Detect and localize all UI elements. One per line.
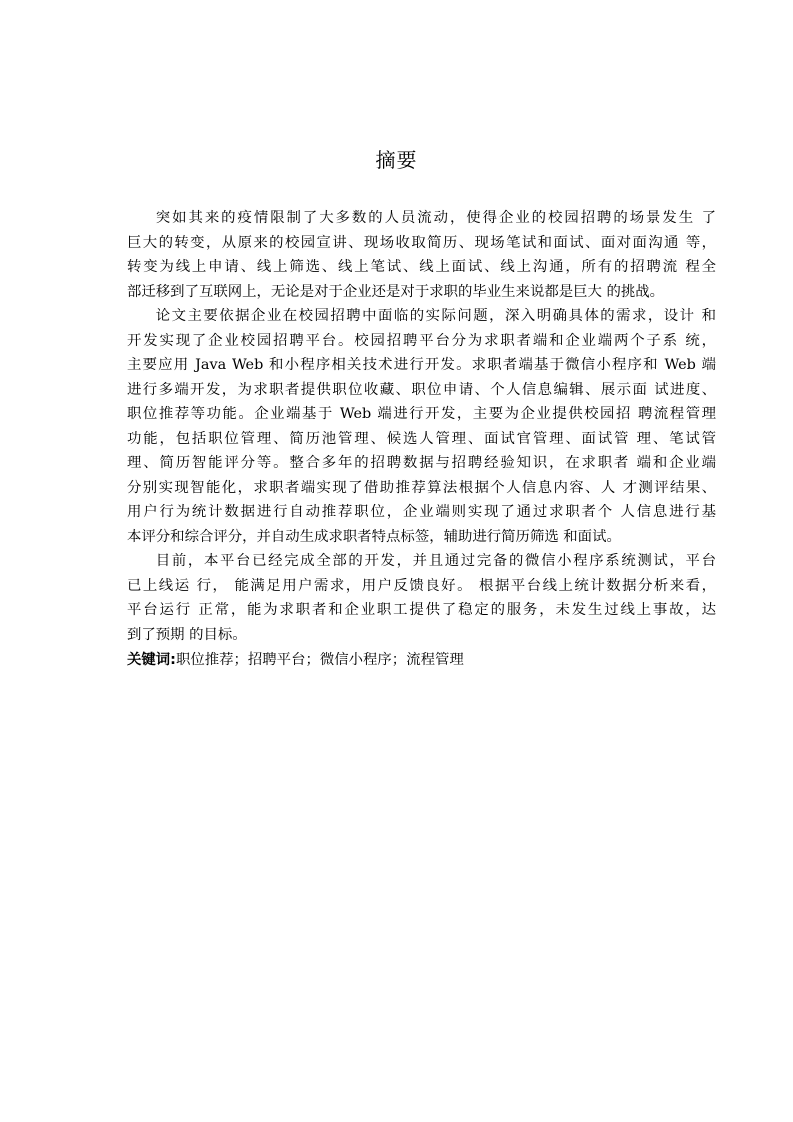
paragraph-line: 职位推荐等功能。企业端基于 Web 端进行开发，主要为企业提供校园招 聘流程管理 <box>127 406 716 422</box>
abstract-paragraph-1 <box>127 206 716 304</box>
keywords-label: 关键词: <box>127 652 176 668</box>
keywords-line <box>127 648 716 673</box>
abstract-paragraph-3 <box>127 549 716 647</box>
abstract-body <box>127 206 716 673</box>
paragraph-line: 突如其来的疫情限制了大多数的人员流动，使得企业的校园招聘的场景发生 了 <box>155 210 716 226</box>
paragraph-line: 进行多端开发，为求职者提供职位收藏、职位申请、个人信息编辑、展示面 试进度、 <box>127 381 716 398</box>
paragraph-line: 到了预期 的目标。 <box>127 626 247 643</box>
keywords-text: 职位推荐；招聘平台；微信小程序；流程管理 <box>175 652 464 668</box>
paragraph-line: 平台运行 正常，能为求职者和企业职工提供了稳定的服务，未发生过线上事故，达 <box>127 602 716 618</box>
paragraph-line: 已上线运 行， 能满足用户需求，用户反馈良好。 根据平台线上统计数据分析来看， <box>127 577 716 594</box>
paragraph-line: 理、简历智能评分等。整合多年的招聘数据与招聘经验知识，在求职者 端和企业端 <box>127 455 716 471</box>
paragraph-line: 目前，本平台已经完成全部的开发，并且通过完备的微信小程序系统测试，平台 <box>155 553 716 569</box>
paragraph-line: 巨大的转变，从原来的校园宣讲、现场收取简历、现场笔试和面试、面对面沟通 等， <box>127 234 716 251</box>
abstract-paragraph-2 <box>127 304 716 549</box>
paragraph-line: 论文主要依据企业在校园招聘中面临的实际问题，深入明确具体的需求，设计 和 <box>155 308 716 324</box>
paragraph-line: 主要应用 Java Web 和小程序相关技术进行开发。求职者端基于微信小程序和 Web 端 <box>127 357 716 373</box>
paragraph-line: 转变为线上申请、线上筛选、线上笔试、线上面试、线上沟通，所有的招聘流 程全 <box>127 259 716 275</box>
paragraph-line: 本评分和综合评分，并自动生成求职者特点标签，辅助进行简历筛选 和面试。 <box>127 528 621 545</box>
paragraph-line: 开发实现了企业校园招聘平台。校园招聘平台分为求职者端和企业端两个子系 统， <box>127 332 716 349</box>
paragraph-line: 用户行为统计数据进行自动推荐职位，企业端则实现了通过求职者个 人信息进行基 <box>127 504 716 520</box>
paragraph-line: 部迁移到了互联网上，无论是对于企业还是对于求职的毕业生来说都是巨大 的挑战。 <box>127 283 665 300</box>
paragraph-line: 分别实现智能化，求职者端实现了借助推荐算法根据个人信息内容、人 才测评结果、 <box>127 479 716 496</box>
page-title: 摘要 <box>375 148 418 172</box>
paragraph-line: 功能，包括职位管理、简历池管理、候选人管理、面试官管理、面试管 理、笔试管 <box>127 430 716 447</box>
